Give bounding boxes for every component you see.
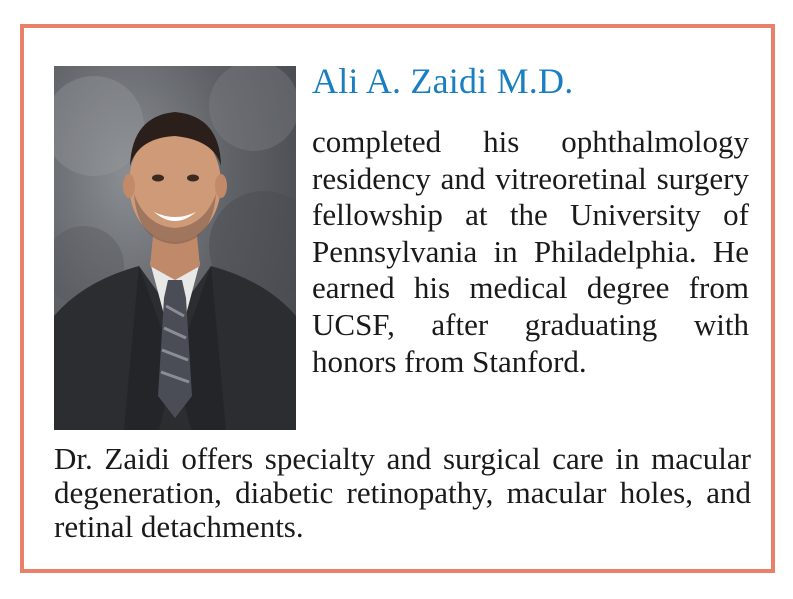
doctor-specialty: Dr. Zaidi offers specialty and surgical care in macular degeneration, diabetic retinopathy, macular holes, and retinal detachments.: [54, 441, 751, 544]
profile-card-border: [20, 24, 775, 573]
doctor-name: Ali A. Zaidi M.D.: [312, 61, 574, 101]
doctor-bio: completed his ophthalmology residency and vitreoretinal surgery fellowship at the University of Pennsylvania in Philadelphia. He earned his medical degree from UCSF, after graduating with honors from Stanford.: [312, 124, 749, 379]
portrait-photo: [54, 66, 296, 430]
